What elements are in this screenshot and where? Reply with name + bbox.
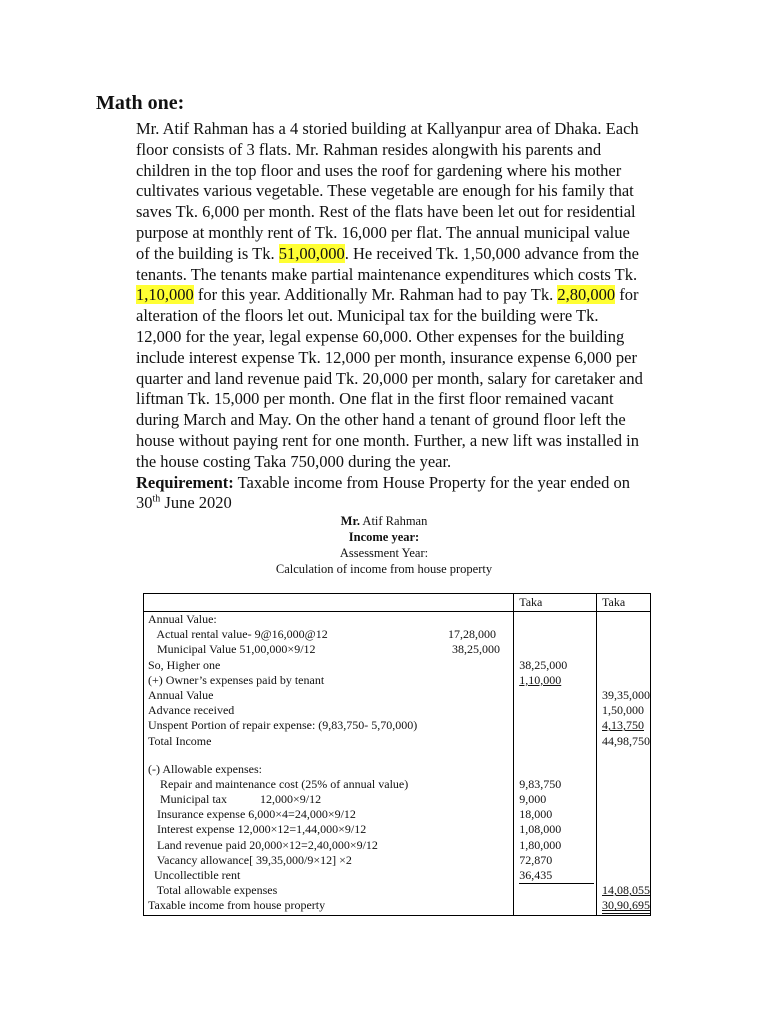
problem-paragraph [136,119,678,514]
table-cell: 14,08,055 [602,883,650,898]
table-row-label: Total allowable expenses [148,883,278,898]
table-row-label: (-) Allowable expenses: [148,761,262,776]
table-row-label: Advance received [148,703,235,718]
header-cell [144,594,514,612]
table-cell: 1,10,000 [519,672,562,687]
heading: Math one: [96,92,185,114]
table-cell: 1,80,000 [519,837,562,852]
table-row-label: Total Income [148,733,212,748]
table-cell: 1,50,000 [602,703,644,718]
table-row-label: Municipal Value 51,00,000×9/12 38,25,000 [148,642,500,657]
table-row-label: (+) Owner’s expenses paid by tenant [148,672,325,687]
text-line: alteration of the floors let out. Municipal tax for the building were Tk. [136,306,599,326]
header-cell: Taka [597,594,651,612]
table-row-label: Land revenue paid 20,000×12=2,40,000×9/12 [148,837,378,852]
table-row-label: Uncollectible rent [148,868,241,882]
text-line: quarter and land revenue paid Tk. 20,000 per month, salary for caretaker and [136,368,643,388]
highlight-municipal-value: 51,00,000 [278,243,345,263]
table-row-label: Insurance expense 6,000×4=24,000×9/12 [148,807,356,822]
requirement-label: Requirement: [136,472,234,492]
table-cell: 39,35,000 [602,687,650,702]
table-cell: 1,08,000 [519,822,562,837]
table-row-label: Actual rental value- 9@16,000@12 17,28,000 [148,627,496,642]
table-body-row [144,612,651,916]
table-cell: 4,13,750 [602,718,644,733]
table-row-label: So, Higher one [148,657,221,672]
text-line: 12,000 for the year, legal expense 60,000. Other expenses for the building [136,326,625,346]
income-calculation-table [143,593,651,916]
text-line: saves Tk. 6,000 per month. Rest of the flats have been let out for residential [136,202,636,222]
table-row-label: Unspent Portion of repair expense: (9,83,750- 5,70,000) [148,718,418,733]
requirement-line: Requirement: Taxable income from House Property for the year ended on [136,472,631,492]
table-cell: 18,000 [519,807,553,822]
text-line: during March and May. On the other hand a tenant of ground floor left the [136,410,626,430]
taka-column-1 [514,612,597,916]
text-line: floor consists of 3 flats. Mr. Rahman resides alongwith his parents and [136,139,602,159]
caption-name: Mr. Atif Rahman [340,514,428,528]
text-line: Mr. Atif Rahman has a 4 storied building at Kallyanpur area of Dhaka. Each [136,119,639,138]
table-cell: 9,83,750 [519,776,562,791]
highlight-alteration: 2,80,000 [557,285,616,305]
table-row-label: Vacancy allowance[ 39,35,000/9×12] ×2 [148,852,352,867]
caption-income-year: Income year: [348,530,420,544]
label-column [144,612,514,916]
table-cell: 72,870 [519,852,553,867]
table-row-label: Annual Value [148,687,214,702]
text-line: include interest expense Tk. 12,000 per month, insurance expense 6,000 per [136,347,637,367]
requirement-date: 30th June 2020 [136,493,232,513]
text-line: 1,10,000 for this year. Additionally Mr. Rahman had to pay Tk. 2,80,000 for [136,285,639,305]
table-row-label: Repair and maintenance cost (25% of annual value) [148,776,409,791]
table-row-label: Municipal tax 12,000×9/12 [148,792,322,807]
table-cell: 38,25,000 [519,657,568,672]
table-row-label: Interest expense 12,000×12=1,44,000×9/12 [148,822,367,837]
table-cell: 30,90,695 [602,898,650,913]
text-line: of the building is Tk. 51,00,000. He received Tk. 1,50,000 advance from the [136,243,639,263]
text-line: the house costing Taka 750,000 during the year. [136,451,452,471]
table-cell: 36,435 [519,868,594,884]
text-line: purpose at monthly rent of Tk. 16,000 per flat. The annual municipal value [136,222,630,242]
caption-title: Calculation of income from house property [275,562,493,576]
table-row-label: Annual Value: [148,612,217,626]
table-cell: 9,000 [519,792,547,807]
text-line: tenants. The tenants make partial maintenance expenditures which costs Tk. [136,264,638,284]
text-line: house without paying rent for one month. Further, a new lift was installed in [136,430,639,450]
caption-assessment-year: Assessment Year: [339,546,429,560]
header-cell: Taka [514,594,597,612]
taka-column-2 [597,612,651,916]
highlight-maintenance: 1,10,000 [136,285,194,305]
table-row-label: Taxable income from house property [148,898,326,913]
text-line: children in the top floor and uses the roof for gardening where his mother [136,160,622,180]
table-header-row [144,594,651,612]
text-line: cultivates various vegetable. These vegetable are enough for his family that [136,181,634,201]
text-line: liftman Tk. 15,000 per month. One flat in the first floor remained vacant [136,389,614,409]
table-cell: 44,98,750 [602,733,650,748]
